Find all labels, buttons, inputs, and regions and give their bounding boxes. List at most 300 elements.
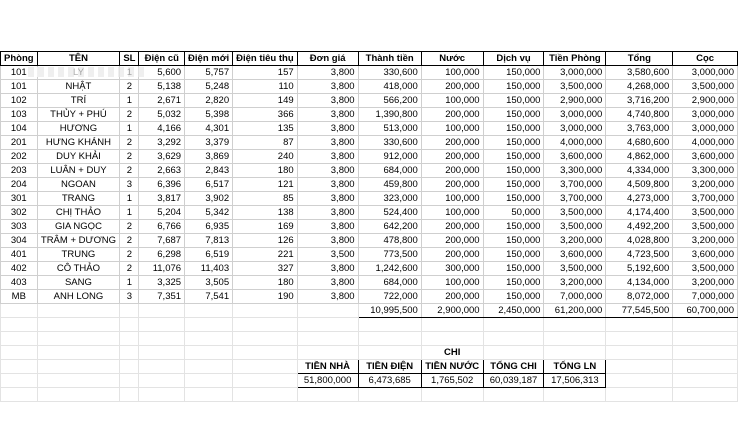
table-cell[interactable]: 6,396 bbox=[139, 178, 185, 192]
empty-cell[interactable] bbox=[233, 332, 298, 346]
table-cell[interactable]: 5,138 bbox=[139, 80, 185, 94]
table-cell[interactable]: 4,509,800 bbox=[606, 178, 673, 192]
table-cell[interactable]: 6,519 bbox=[185, 248, 233, 262]
empty-cell[interactable] bbox=[233, 304, 298, 318]
table-cell[interactable]: 2,843 bbox=[185, 164, 233, 178]
empty-cell[interactable] bbox=[1, 388, 38, 402]
chi-value[interactable]: 17,506,313 bbox=[544, 374, 606, 388]
table-cell[interactable]: 401 bbox=[1, 248, 38, 262]
table-cell[interactable]: 4,174,400 bbox=[606, 206, 673, 220]
table-cell[interactable]: 2 bbox=[120, 234, 139, 248]
empty-cell[interactable] bbox=[297, 332, 358, 346]
table-cell[interactable]: THỦY + PHÚ bbox=[37, 108, 120, 122]
table-cell[interactable]: 200,000 bbox=[421, 234, 483, 248]
table-cell[interactable]: 3,800 bbox=[297, 262, 358, 276]
table-cell[interactable]: 100,000 bbox=[421, 122, 483, 136]
table-cell[interactable]: DUY KHẢI bbox=[37, 150, 120, 164]
table-cell[interactable]: 150,000 bbox=[483, 164, 544, 178]
empty-cell[interactable] bbox=[358, 346, 421, 360]
table-cell[interactable]: 2 bbox=[120, 220, 139, 234]
table-cell[interactable]: HƯƠNG bbox=[37, 122, 120, 136]
table-cell[interactable]: 3,800 bbox=[297, 94, 358, 108]
table-cell[interactable]: 3,800 bbox=[297, 206, 358, 220]
column-header[interactable]: Tiền Phòng bbox=[544, 52, 606, 66]
table-cell[interactable]: 323,000 bbox=[358, 192, 421, 206]
table-cell[interactable]: 642,200 bbox=[358, 220, 421, 234]
table-cell[interactable]: 1,242,600 bbox=[358, 262, 421, 276]
empty-cell[interactable] bbox=[185, 374, 233, 388]
table-cell[interactable]: 1 bbox=[120, 122, 139, 136]
table-cell[interactable]: 7,000,000 bbox=[544, 290, 606, 304]
column-header[interactable]: TÊN bbox=[37, 52, 120, 66]
table-cell[interactable]: 3,600,000 bbox=[544, 248, 606, 262]
table-cell[interactable]: 169 bbox=[233, 220, 298, 234]
table-cell[interactable]: 150,000 bbox=[483, 94, 544, 108]
table-cell[interactable]: 203 bbox=[1, 164, 38, 178]
empty-cell[interactable] bbox=[37, 388, 120, 402]
table-cell[interactable]: 4,273,000 bbox=[606, 192, 673, 206]
table-cell[interactable]: 3,500,000 bbox=[544, 80, 606, 94]
column-header[interactable]: Dịch vụ bbox=[483, 52, 544, 66]
empty-cell[interactable] bbox=[1, 374, 38, 388]
table-cell[interactable]: 100,000 bbox=[421, 276, 483, 290]
table-cell[interactable]: 4,680,600 bbox=[606, 136, 673, 150]
table-cell[interactable]: 459,800 bbox=[358, 178, 421, 192]
table-cell[interactable]: 2,671 bbox=[139, 94, 185, 108]
empty-cell[interactable] bbox=[544, 332, 606, 346]
table-cell[interactable]: 1 bbox=[120, 94, 139, 108]
table-cell[interactable]: 4,723,500 bbox=[606, 248, 673, 262]
table-cell[interactable]: 11,403 bbox=[185, 262, 233, 276]
table-cell[interactable]: 150,000 bbox=[483, 248, 544, 262]
table-cell[interactable]: 200,000 bbox=[421, 108, 483, 122]
table-cell[interactable]: 3,800 bbox=[297, 122, 358, 136]
table-cell[interactable]: 3,500,000 bbox=[673, 220, 738, 234]
empty-cell[interactable] bbox=[606, 332, 673, 346]
empty-cell[interactable] bbox=[185, 318, 233, 332]
empty-cell[interactable] bbox=[185, 346, 233, 360]
table-cell[interactable]: 3,800 bbox=[297, 164, 358, 178]
table-cell[interactable]: 3,800 bbox=[297, 220, 358, 234]
table-cell[interactable]: 366 bbox=[233, 108, 298, 122]
table-cell[interactable]: HƯNG KHÁNH bbox=[37, 136, 120, 150]
table-cell[interactable]: 3,200,000 bbox=[673, 276, 738, 290]
table-cell[interactable]: TRÂM + DƯƠNG bbox=[37, 234, 120, 248]
table-cell[interactable]: 202 bbox=[1, 150, 38, 164]
table-cell[interactable]: 7,813 bbox=[185, 234, 233, 248]
empty-cell[interactable] bbox=[673, 346, 738, 360]
empty-cell[interactable] bbox=[483, 332, 544, 346]
table-cell[interactable]: 1,390,800 bbox=[358, 108, 421, 122]
empty-cell[interactable] bbox=[483, 318, 544, 332]
empty-cell[interactable] bbox=[673, 360, 738, 374]
table-cell[interactable]: CHỊ THẢO bbox=[37, 206, 120, 220]
chi-label[interactable]: TIỀN NHÀ bbox=[297, 360, 358, 374]
table-cell[interactable]: 3,800 bbox=[297, 80, 358, 94]
table-cell[interactable]: 150,000 bbox=[483, 150, 544, 164]
chi-label[interactable]: TỔNG LN bbox=[544, 360, 606, 374]
table-cell[interactable]: 513,000 bbox=[358, 122, 421, 136]
column-header[interactable]: Cọc bbox=[673, 52, 738, 66]
table-cell[interactable]: 6,517 bbox=[185, 178, 233, 192]
table-cell[interactable]: 2 bbox=[120, 136, 139, 150]
table-cell[interactable]: 3,500,000 bbox=[544, 262, 606, 276]
empty-cell[interactable] bbox=[421, 318, 483, 332]
table-cell[interactable]: 3,800 bbox=[297, 178, 358, 192]
table-cell[interactable]: 87 bbox=[233, 136, 298, 150]
table-cell[interactable]: 110 bbox=[233, 80, 298, 94]
empty-cell[interactable] bbox=[233, 318, 298, 332]
table-cell[interactable]: 150,000 bbox=[483, 262, 544, 276]
chi-label[interactable]: TIỀN ĐIỆN bbox=[358, 360, 421, 374]
table-cell[interactable]: 524,400 bbox=[358, 206, 421, 220]
empty-cell[interactable] bbox=[606, 388, 673, 402]
table-cell[interactable]: 3,600,000 bbox=[673, 150, 738, 164]
table-cell[interactable]: 150,000 bbox=[483, 276, 544, 290]
column-header[interactable]: Điện cũ bbox=[139, 52, 185, 66]
table-cell[interactable]: 100,000 bbox=[421, 66, 483, 80]
table-cell[interactable]: 200,000 bbox=[421, 164, 483, 178]
column-header[interactable]: Thành tiền bbox=[358, 52, 421, 66]
table-cell[interactable]: 3,700,000 bbox=[544, 178, 606, 192]
empty-cell[interactable] bbox=[544, 346, 606, 360]
empty-cell[interactable] bbox=[139, 332, 185, 346]
table-cell[interactable]: 150,000 bbox=[483, 80, 544, 94]
total-tong[interactable]: 77,545,500 bbox=[606, 304, 673, 318]
table-cell[interactable]: 3,800 bbox=[297, 234, 358, 248]
table-cell[interactable]: 3,800 bbox=[297, 150, 358, 164]
table-cell[interactable]: 2 bbox=[120, 262, 139, 276]
empty-cell[interactable] bbox=[37, 374, 120, 388]
table-cell[interactable]: TRUNG bbox=[37, 248, 120, 262]
table-cell[interactable]: 303 bbox=[1, 220, 38, 234]
empty-cell[interactable] bbox=[606, 318, 673, 332]
table-cell[interactable]: 4,862,000 bbox=[606, 150, 673, 164]
table-cell[interactable]: 4,492,200 bbox=[606, 220, 673, 234]
table-cell[interactable]: MB bbox=[1, 290, 38, 304]
table-cell[interactable]: 3,902 bbox=[185, 192, 233, 206]
table-cell[interactable]: 157 bbox=[233, 66, 298, 80]
empty-cell[interactable] bbox=[1, 346, 38, 360]
table-cell[interactable]: 7,351 bbox=[139, 290, 185, 304]
table-cell[interactable]: 204 bbox=[1, 178, 38, 192]
empty-cell[interactable] bbox=[37, 304, 120, 318]
table-cell[interactable]: 684,000 bbox=[358, 276, 421, 290]
chi-value[interactable]: 6,473,685 bbox=[358, 374, 421, 388]
table-cell[interactable]: 402 bbox=[1, 262, 38, 276]
table-cell[interactable]: 304 bbox=[1, 234, 38, 248]
table-cell[interactable]: 150,000 bbox=[483, 290, 544, 304]
table-cell[interactable]: 3,500,000 bbox=[544, 220, 606, 234]
table-cell[interactable]: NGOAN bbox=[37, 178, 120, 192]
empty-cell[interactable] bbox=[139, 346, 185, 360]
table-cell[interactable]: 3,600,000 bbox=[673, 248, 738, 262]
table-cell[interactable]: 150,000 bbox=[483, 178, 544, 192]
table-cell[interactable]: 330,600 bbox=[358, 136, 421, 150]
empty-cell[interactable] bbox=[297, 304, 358, 318]
empty-cell[interactable] bbox=[297, 318, 358, 332]
empty-cell[interactable] bbox=[1, 332, 38, 346]
empty-cell[interactable] bbox=[185, 332, 233, 346]
table-cell[interactable]: GIA NGỌC bbox=[37, 220, 120, 234]
table-cell[interactable]: LUÂN + DUY bbox=[37, 164, 120, 178]
empty-cell[interactable] bbox=[37, 360, 120, 374]
empty-cell[interactable] bbox=[185, 360, 233, 374]
table-cell[interactable]: 3,600,000 bbox=[544, 150, 606, 164]
empty-cell[interactable] bbox=[358, 332, 421, 346]
empty-cell[interactable] bbox=[120, 332, 139, 346]
table-cell[interactable]: 200,000 bbox=[421, 248, 483, 262]
table-cell[interactable]: 566,200 bbox=[358, 94, 421, 108]
table-cell[interactable]: 121 bbox=[233, 178, 298, 192]
table-cell[interactable]: 149 bbox=[233, 94, 298, 108]
table-cell[interactable]: CÔ THẢO bbox=[37, 262, 120, 276]
table-cell[interactable]: 150,000 bbox=[483, 66, 544, 80]
table-cell[interactable]: 3,000,000 bbox=[673, 66, 738, 80]
table-cell[interactable]: 100,000 bbox=[421, 94, 483, 108]
table-cell[interactable]: 3,200,000 bbox=[673, 234, 738, 248]
table-cell[interactable]: 100,000 bbox=[421, 206, 483, 220]
empty-cell[interactable] bbox=[1, 360, 38, 374]
chi-label[interactable]: TIỀN NƯỚC bbox=[421, 360, 483, 374]
table-cell[interactable]: 1 bbox=[120, 276, 139, 290]
table-cell[interactable]: 3 bbox=[120, 178, 139, 192]
table-cell[interactable]: SANG bbox=[37, 276, 120, 290]
table-cell[interactable]: 6,766 bbox=[139, 220, 185, 234]
chi-label[interactable]: TỔNG CHI bbox=[483, 360, 544, 374]
table-cell[interactable]: 5,342 bbox=[185, 206, 233, 220]
table-cell[interactable]: 4,134,000 bbox=[606, 276, 673, 290]
chi-value[interactable]: 51,800,000 bbox=[297, 374, 358, 388]
table-cell[interactable]: 4,268,000 bbox=[606, 80, 673, 94]
table-cell[interactable]: 102 bbox=[1, 94, 38, 108]
table-cell[interactable]: 85 bbox=[233, 192, 298, 206]
table-cell[interactable]: 3,800 bbox=[297, 108, 358, 122]
table-cell[interactable]: 4,301 bbox=[185, 122, 233, 136]
table-cell[interactable]: 300,000 bbox=[421, 262, 483, 276]
table-cell[interactable]: 3,200,000 bbox=[544, 276, 606, 290]
table-cell[interactable]: 200,000 bbox=[421, 178, 483, 192]
table-cell[interactable]: 3,580,600 bbox=[606, 66, 673, 80]
empty-cell[interactable] bbox=[1, 304, 38, 318]
empty-cell[interactable] bbox=[606, 346, 673, 360]
table-cell[interactable]: 3,000,000 bbox=[544, 122, 606, 136]
table-cell[interactable]: 4,166 bbox=[139, 122, 185, 136]
empty-cell[interactable] bbox=[233, 346, 298, 360]
table-cell[interactable]: 3 bbox=[120, 290, 139, 304]
table-cell[interactable]: 200,000 bbox=[421, 150, 483, 164]
empty-cell[interactable] bbox=[120, 360, 139, 374]
empty-cell[interactable] bbox=[185, 304, 233, 318]
table-cell[interactable]: 150,000 bbox=[483, 122, 544, 136]
table-cell[interactable]: 3,500,000 bbox=[544, 206, 606, 220]
table-cell[interactable]: 3,500,000 bbox=[673, 262, 738, 276]
table-cell[interactable]: 4,000,000 bbox=[673, 136, 738, 150]
table-cell[interactable]: 200,000 bbox=[421, 136, 483, 150]
empty-cell[interactable] bbox=[233, 374, 298, 388]
empty-cell[interactable] bbox=[358, 318, 421, 332]
table-cell[interactable]: 1 bbox=[120, 192, 139, 206]
table-cell[interactable]: ANH LONG bbox=[37, 290, 120, 304]
table-cell[interactable]: 3,292 bbox=[139, 136, 185, 150]
table-cell[interactable]: 100,000 bbox=[421, 192, 483, 206]
table-cell[interactable]: 126 bbox=[233, 234, 298, 248]
empty-cell[interactable] bbox=[233, 388, 298, 402]
table-cell[interactable]: 403 bbox=[1, 276, 38, 290]
table-cell[interactable]: 7,687 bbox=[139, 234, 185, 248]
table-cell[interactable]: 5,248 bbox=[185, 80, 233, 94]
total-thanh-tien[interactable]: 10,995,500 bbox=[358, 304, 421, 318]
table-cell[interactable]: 200,000 bbox=[421, 80, 483, 94]
table-cell[interactable]: 302 bbox=[1, 206, 38, 220]
chi-value[interactable]: 1,765,502 bbox=[421, 374, 483, 388]
table-cell[interactable]: 180 bbox=[233, 276, 298, 290]
total-nuoc[interactable]: 2,900,000 bbox=[421, 304, 483, 318]
table-cell[interactable]: 722,000 bbox=[358, 290, 421, 304]
table-cell[interactable]: 4,334,000 bbox=[606, 164, 673, 178]
table-cell[interactable]: 1 bbox=[120, 206, 139, 220]
empty-cell[interactable] bbox=[606, 360, 673, 374]
table-cell[interactable]: TRÍ bbox=[37, 94, 120, 108]
empty-cell[interactable] bbox=[483, 388, 544, 402]
empty-cell[interactable] bbox=[673, 332, 738, 346]
column-header[interactable]: SL bbox=[120, 52, 139, 66]
table-cell[interactable]: 150,000 bbox=[483, 108, 544, 122]
empty-cell[interactable] bbox=[673, 374, 738, 388]
chi-value[interactable]: 60,039,187 bbox=[483, 374, 544, 388]
empty-cell[interactable] bbox=[120, 374, 139, 388]
empty-cell[interactable] bbox=[120, 318, 139, 332]
table-cell[interactable]: 2 bbox=[120, 150, 139, 164]
table-cell[interactable]: 4,740,800 bbox=[606, 108, 673, 122]
empty-cell[interactable] bbox=[37, 346, 120, 360]
empty-cell[interactable] bbox=[544, 388, 606, 402]
table-cell[interactable]: 3,500,000 bbox=[673, 80, 738, 94]
table-cell[interactable]: 180 bbox=[233, 164, 298, 178]
table-cell[interactable]: 2,820 bbox=[185, 94, 233, 108]
empty-cell[interactable] bbox=[483, 346, 544, 360]
table-cell[interactable]: 7,000,000 bbox=[673, 290, 738, 304]
total-dich-vu[interactable]: 2,450,000 bbox=[483, 304, 544, 318]
table-cell[interactable]: 3,505 bbox=[185, 276, 233, 290]
empty-cell[interactable] bbox=[421, 388, 483, 402]
table-cell[interactable]: 5,757 bbox=[185, 66, 233, 80]
column-header[interactable]: Đơn giá bbox=[297, 52, 358, 66]
total-coc[interactable]: 60,700,000 bbox=[673, 304, 738, 318]
table-cell[interactable]: 103 bbox=[1, 108, 38, 122]
table-cell[interactable]: 3,300,000 bbox=[544, 164, 606, 178]
table-cell[interactable]: 3,200,000 bbox=[544, 234, 606, 248]
empty-cell[interactable] bbox=[1, 318, 38, 332]
total-tien-phong[interactable]: 61,200,000 bbox=[544, 304, 606, 318]
table-cell[interactable]: 3,763,000 bbox=[606, 122, 673, 136]
table-cell[interactable]: 150,000 bbox=[483, 192, 544, 206]
table-cell[interactable]: 150,000 bbox=[483, 136, 544, 150]
empty-cell[interactable] bbox=[606, 374, 673, 388]
table-cell[interactable]: NHẬT bbox=[37, 80, 120, 94]
table-cell[interactable]: 3,800 bbox=[297, 192, 358, 206]
column-header[interactable]: Tổng bbox=[606, 52, 673, 66]
column-header[interactable]: Điện mới bbox=[185, 52, 233, 66]
table-cell[interactable]: 6,935 bbox=[185, 220, 233, 234]
table-cell[interactable]: 330,600 bbox=[358, 66, 421, 80]
table-cell[interactable]: 3,869 bbox=[185, 150, 233, 164]
table-cell[interactable]: 3,000,000 bbox=[673, 122, 738, 136]
empty-cell[interactable] bbox=[139, 360, 185, 374]
table-cell[interactable]: 418,000 bbox=[358, 80, 421, 94]
table-cell[interactable]: 684,000 bbox=[358, 164, 421, 178]
empty-cell[interactable] bbox=[120, 304, 139, 318]
table-cell[interactable]: 3,629 bbox=[139, 150, 185, 164]
table-cell[interactable]: 3,000,000 bbox=[544, 108, 606, 122]
table-cell[interactable]: 101 bbox=[1, 66, 38, 80]
table-cell[interactable]: 5,600 bbox=[139, 66, 185, 80]
table-cell[interactable]: 3,379 bbox=[185, 136, 233, 150]
table-cell[interactable]: 135 bbox=[233, 122, 298, 136]
table-cell[interactable]: 773,500 bbox=[358, 248, 421, 262]
table-cell[interactable]: 2,900,000 bbox=[673, 94, 738, 108]
chi-title[interactable]: CHI bbox=[421, 346, 483, 360]
table-cell[interactable]: 2 bbox=[120, 108, 139, 122]
column-header[interactable]: Điện tiêu thụ bbox=[233, 52, 298, 66]
empty-cell[interactable] bbox=[139, 374, 185, 388]
table-cell[interactable]: 5,204 bbox=[139, 206, 185, 220]
empty-cell[interactable] bbox=[139, 318, 185, 332]
table-cell[interactable]: 5,398 bbox=[185, 108, 233, 122]
table-cell[interactable]: 200,000 bbox=[421, 220, 483, 234]
table-cell[interactable]: 3,800 bbox=[297, 290, 358, 304]
column-header[interactable]: Nước bbox=[421, 52, 483, 66]
table-cell[interactable]: 3,500,000 bbox=[673, 206, 738, 220]
table-cell[interactable]: 5,192,600 bbox=[606, 262, 673, 276]
table-cell[interactable]: 3,700,000 bbox=[544, 192, 606, 206]
empty-cell[interactable] bbox=[139, 388, 185, 402]
table-cell[interactable]: 3,716,200 bbox=[606, 94, 673, 108]
table-cell[interactable]: 190 bbox=[233, 290, 298, 304]
column-header[interactable]: Phòng bbox=[1, 52, 38, 66]
empty-cell[interactable] bbox=[120, 346, 139, 360]
empty-cell[interactable] bbox=[37, 332, 120, 346]
table-cell[interactable]: 4,000,000 bbox=[544, 136, 606, 150]
table-cell[interactable]: 138 bbox=[233, 206, 298, 220]
empty-cell[interactable] bbox=[673, 318, 738, 332]
empty-cell[interactable] bbox=[37, 318, 120, 332]
table-cell[interactable]: 2,900,000 bbox=[544, 94, 606, 108]
table-cell[interactable]: 150,000 bbox=[483, 234, 544, 248]
empty-cell[interactable] bbox=[233, 360, 298, 374]
table-cell[interactable]: 3,325 bbox=[139, 276, 185, 290]
empty-cell[interactable] bbox=[421, 332, 483, 346]
table-cell[interactable]: 3,000,000 bbox=[673, 108, 738, 122]
table-cell[interactable]: TRANG bbox=[37, 192, 120, 206]
table-cell[interactable]: 3,700,000 bbox=[673, 192, 738, 206]
table-cell[interactable]: 201 bbox=[1, 136, 38, 150]
table-cell[interactable]: 7,541 bbox=[185, 290, 233, 304]
empty-cell[interactable] bbox=[185, 388, 233, 402]
table-cell[interactable]: 3,300,000 bbox=[673, 164, 738, 178]
empty-cell[interactable] bbox=[120, 388, 139, 402]
table-cell[interactable]: 2 bbox=[120, 80, 139, 94]
table-cell[interactable]: 3,800 bbox=[297, 276, 358, 290]
table-cell[interactable]: 3,817 bbox=[139, 192, 185, 206]
empty-cell[interactable] bbox=[673, 388, 738, 402]
table-cell[interactable]: 8,072,000 bbox=[606, 290, 673, 304]
table-cell[interactable]: 301 bbox=[1, 192, 38, 206]
empty-cell[interactable] bbox=[139, 304, 185, 318]
table-cell[interactable]: 240 bbox=[233, 150, 298, 164]
table-cell[interactable]: 50,000 bbox=[483, 206, 544, 220]
table-cell[interactable]: 3,200,000 bbox=[673, 178, 738, 192]
